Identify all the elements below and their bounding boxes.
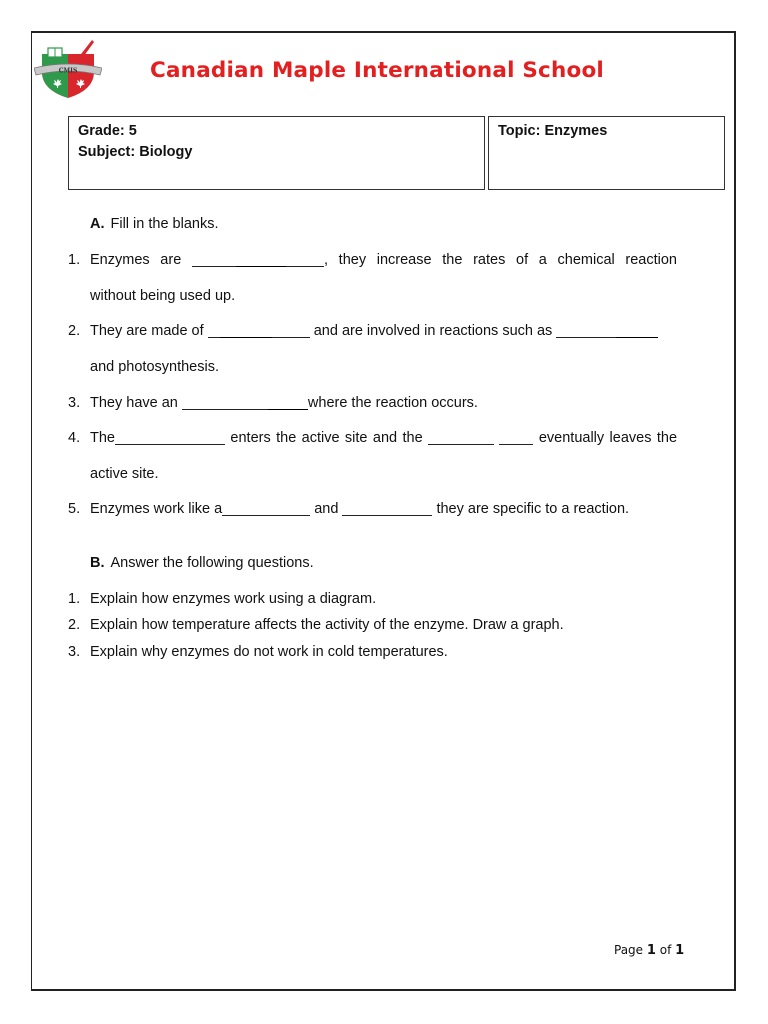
question-number: 1. [68, 591, 81, 607]
blank[interactable] [272, 321, 310, 336]
question-number: 4. [68, 430, 81, 446]
question-line: They are made of and are involved in reactions such as [90, 314, 677, 350]
grade-label: Grade: 5 [78, 123, 137, 139]
question-number: 3. [68, 644, 81, 660]
question-line: and photosynthesis. [90, 358, 219, 375]
question-line: Enzymes are , they increase the rates of a chemical reaction [90, 243, 677, 279]
blank[interactable] [616, 321, 658, 336]
blank[interactable] [200, 393, 268, 408]
blank[interactable] [428, 428, 494, 443]
question-line: They have an where the reaction occurs. [90, 386, 677, 422]
blank[interactable] [220, 321, 272, 336]
blank[interactable] [208, 321, 220, 336]
total-pages: 1 [675, 943, 685, 958]
question-text: Explain why enzymes do not work in cold temperatures. [90, 644, 448, 660]
blank[interactable] [268, 393, 308, 408]
blank[interactable] [342, 499, 432, 514]
page-footer: Page 1 of 1 [614, 943, 685, 958]
question-line: Enzymes work like a and they are specific to a reaction. [90, 492, 677, 528]
blank[interactable] [556, 321, 616, 336]
question-a3 [68, 386, 677, 422]
question-b1 [68, 591, 376, 607]
question-text: Explain how enzymes work using a diagram. [90, 591, 377, 607]
section-a-letter: A. [90, 216, 105, 232]
school-title: Canadian Maple International School [150, 58, 605, 83]
question-b2 [68, 617, 564, 633]
topic-label: Topic: Enzymes [498, 123, 608, 139]
question-text: Explain how temperature affects the activity of the enzyme. Draw a graph. [90, 617, 564, 633]
school-logo [34, 38, 102, 100]
blank[interactable] [499, 428, 533, 443]
logo-text: CMIS [58, 67, 78, 75]
section-a-heading [90, 216, 219, 232]
question-a1 [68, 243, 677, 315]
question-number: 1. [68, 252, 81, 268]
current-page: 1 [646, 943, 656, 958]
question-a2 [68, 314, 677, 386]
topic-box [488, 116, 725, 190]
question-number: 3. [68, 395, 81, 411]
blank[interactable] [182, 393, 200, 408]
blank[interactable] [286, 250, 324, 265]
section-b-instruction: Answer the following questions. [110, 555, 314, 571]
question-a4 [68, 421, 677, 493]
question-line: without being used up. [90, 287, 236, 304]
question-a5 [68, 492, 677, 528]
shield-green [42, 54, 68, 98]
blank[interactable] [115, 428, 225, 443]
subject-label: Subject: Biology [78, 144, 193, 160]
grade-subject-box [68, 116, 485, 190]
blank[interactable] [192, 250, 236, 265]
blank[interactable] [264, 499, 310, 514]
section-a-instruction: Fill in the blanks. [110, 216, 219, 232]
section-b-letter: B. [90, 555, 105, 571]
question-line: The enters the active site and the eventually leaves the [90, 421, 677, 457]
blank[interactable] [236, 250, 286, 265]
blank[interactable] [222, 499, 264, 514]
question-number: 2. [68, 617, 81, 633]
question-line: active site. [90, 465, 159, 482]
section-b-heading [90, 555, 314, 571]
question-number: 2. [68, 323, 81, 339]
question-b3 [68, 644, 448, 660]
question-number: 5. [68, 501, 81, 517]
